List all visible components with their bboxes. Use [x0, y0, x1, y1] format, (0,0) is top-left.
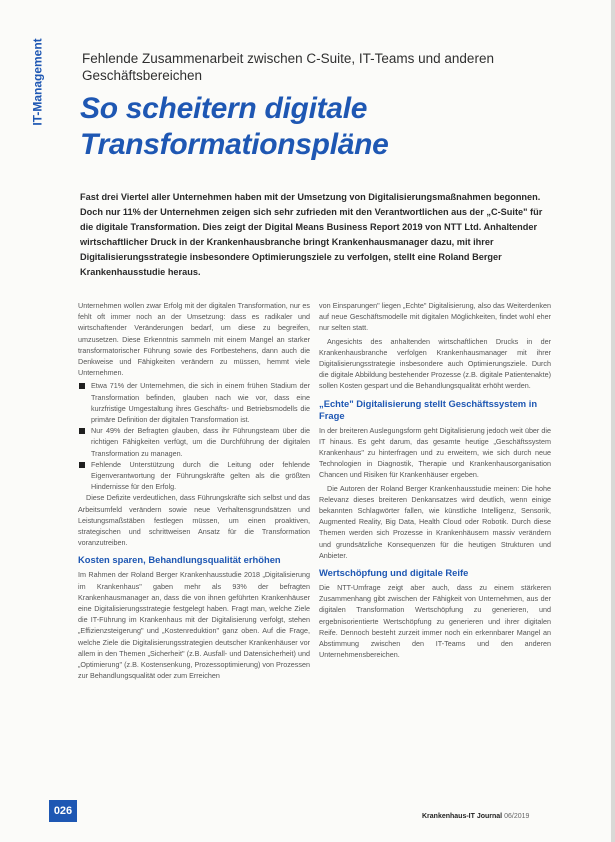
list-item: Nur 49% der Befragten glauben, dass ihr Führungsteam über die richtigen Fähigkeiten verfügt, um die Durchführung der digitalen Transformation zu managen.: [78, 425, 310, 459]
issue-number: 06/2019: [504, 813, 530, 820]
right-paragraph-2: Angesichts des anhaltenden wirtschaftlichen Drucks in der Krankenhausbranche verfolgen Krankenhausmanager mit ihrer Digitalisierungsstrategie insbesondere auch Optimierungsziele. Durch die digitale Abbildung bestehender Prozesse (z.B. digitale Patientenakte) sollen Kosten gespart und die Behandlungsqualität erhöht werden.: [319, 336, 551, 391]
publication-name: Krankenhaus-IT Journal: [422, 813, 503, 820]
square-bullet-icon: [79, 383, 85, 389]
section-label: IT-Management: [31, 38, 46, 126]
list-item: Fehlende Unterstützung durch die Leitung oder fehlende Eigenverantwortung der Führungskräfte gelten als die größten Hindernisse für den Erfolg.: [78, 459, 310, 493]
right-paragraph-4: Die Autoren der Roland Berger Krankenhausstudie meinen: Die hohe Relevanz dieses breiteren Denkansatzes wird deutlich, wenn einige bekannten Schlagwörter fallen, wie künstliche Intelligenz, Sensorik, Augmented Reality, Big Data, Health Cloud oder Robotik. Durch diese Themen werden sich Prozesse in Krankenhäusern massiv verändern und grundsätzliche Konsequenzen für die heutigen Strukturen und Anbieter.: [319, 483, 551, 560]
square-bullet-icon: [79, 428, 85, 434]
square-bullet-icon: [79, 462, 85, 468]
left-column: [78, 300, 310, 684]
page-number-badge: 026: [49, 800, 77, 822]
article-headline: So scheitern digitale Transformationspläne: [80, 92, 389, 161]
article-lead: Fast drei Viertel aller Unternehmen haben mit der Umsetzung von Digitalisierungsmaßnahmen begonnen. Doch nur 11% der Unternehmen zeigen sich sehr zufrieden mit den Verantwortlichen aus der „C-Suite" für die digitale Transformation. Dies zeigt der Digital Means Business Report 2019 von NTT Ltd. Anhaltender wirtschaftlicher Druck in der Krankenhausbranche bringt Krankenhausmanager dazu, mit ihrer Digitalisierungsstrategie insbesondere Optimierungsziele zu verfolgen, stellt eine Roland Berger Krankenhausstudie heraus.: [80, 192, 543, 277]
right-paragraph-3: In der breiteren Auslegungsform geht Digitalisierung jedoch weit über die IT hinaus. Es geht darum, das gesamte heutige „Geschäftssystem Krankenhaus" zu hinterfragen und zu erweitern, wie sich durch neue Technologien in Diagnostik, Therapie und Krankenhausorganisation Chancen und Risiken für Krankenhäuser ergeben.: [319, 425, 551, 480]
left-intro-paragraph: Unternehmen wollen zwar Erfolg mit der digitalen Transformation, nur es fehlt oft immer noch an der Umsetzung: dass es radikaler und wirtschaftender Veränderungen bedarf, um diese zu begreifen, umzusetzen. Diese Erkenntnis sammeln mit einem Mangel an starker transformatorischer Führung sowie des Fortbestehens, dann auch die Denkweise und Fähigkeiten verändern zu müssen, hemmt viele Unternehmen.: [78, 301, 310, 378]
subhead-real-digitization: „Echte" Digitalisierung stellt Geschäftssystem in Frage: [319, 397, 538, 421]
list-item: Etwa 71% der Unternehmen, die sich in einem frühen Stadium der Transformation befinden, glauben nach wie vor, dass eine kurzfristige Umgestaltung ihres Geschäfts- und Betriebsmodells die primäre Definition der digitalen Transformation ist.: [78, 380, 310, 425]
subhead-value-creation: Wertschöpfung und digitale Reife: [319, 567, 469, 579]
bullet-list: [78, 380, 310, 492]
left-body-paragraph: Im Rahmen der Roland Berger Krankenhausstudie 2018 „Digitalisierung im Krankenhaus" gaben mehr als 93% der befragten Krankenhausmanager an, dass die von ihnen geführten Krankenhäuser eine Digitalisierungsstrategie festgelegt haben. Fragt man, welche Ziele die IT-Führung im Krankenhaus mit der Digitalisierung verfolgt, stehen „Effizienzsteigerung" und „Kostenreduktion" ganz oben. Auf die Frage, welche Ziele die Digitalisierungsstrategien deutscher Krankenhäuser vor allem in den Themen „Sicherheit" (z.B. Ausfall- und Datensicherheit) und „Optimierung" (z.B. Kostensenkung, Prozessoptimierung) von Prozessen zur Behandlungsqualität oder zum Erreichen: [78, 570, 310, 681]
page-footer: [422, 813, 529, 820]
subhead-cost-saving: Kosten sparen, Behandlungsqualität erhöhen: [78, 554, 281, 566]
right-intro-paragraph: von Einsparungen" liegen „Echte" Digitalisierung, also das Weiterdenken auf neue Geschäftsmodelle mit digitalen Möglichkeiten, findet wohl eher nur selten statt.: [319, 301, 551, 333]
right-paragraph-5: Die NTT-Umfrage zeigt aber auch, dass zu einem stärkeren Zusammenhang gibt zwischen der Fähigkeit von Unternehmen, aus der digitalen Transformation Wertschöpfung zu generieren, und ergebnisorientierte Wertschöpfung zu generieren und ihrer digitalen Reife. Dennoch besteht zurzeit immer noch ein erkennbarer Mangel an Abstimmung zwischen den IT-Teams und den anderen Unternehmensbereichen.: [319, 583, 551, 660]
article-kicker: Fehlende Zusammenarbeit zwischen C-Suite, IT-Teams und anderen Geschäftsbereichen: [82, 51, 494, 83]
left-after-bullets-paragraph: Diese Defizite verdeutlichen, dass Führungskräfte sich selbst und das Arbeitsumfeld verändern sowie neue Verhaltensgrundsätzen und Leistungsmaßstäben festlegen müssen, um einen proaktiven, strategischen und schrittweisen Ansatz für die Transformation voranzutreiben.: [78, 493, 310, 548]
right-column: [319, 300, 551, 662]
